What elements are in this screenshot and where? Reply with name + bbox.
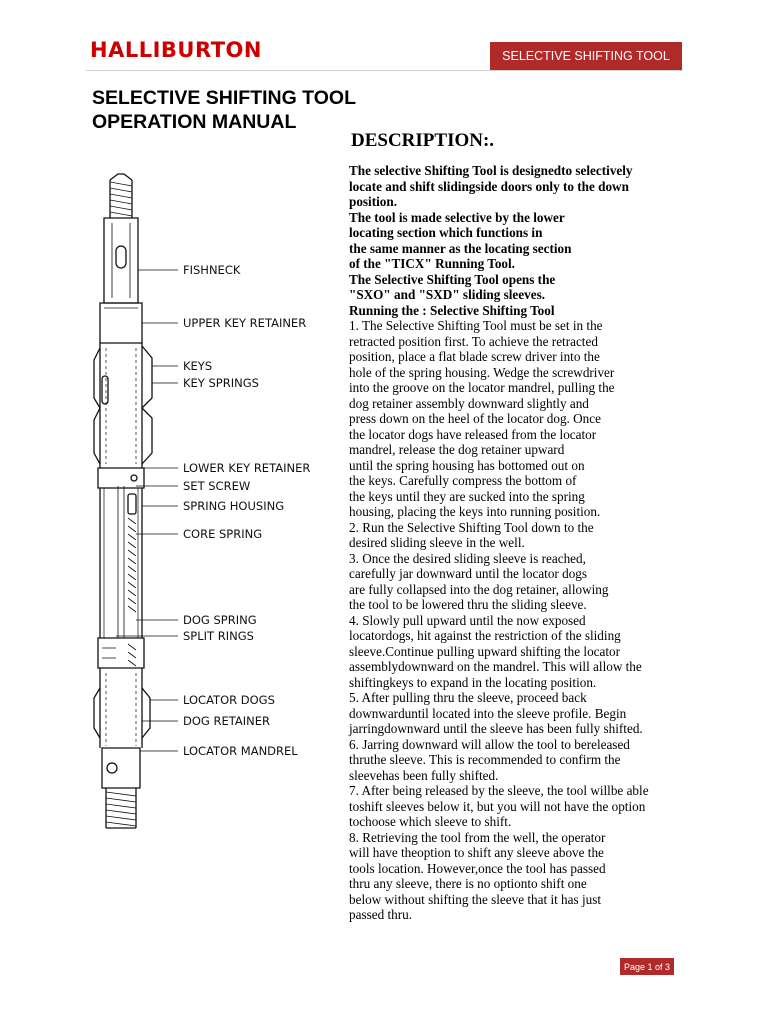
label-upper-key-retainer: UPPER KEY RETAINER [183, 316, 307, 330]
description-line: position, place a flat blade screw driver into the [349, 349, 600, 364]
description-line: 8. Retrieving the tool from the well, the operator [349, 829, 606, 845]
description-line: are fully collapsed into the dog retainer, allowing [349, 581, 609, 597]
description-line: press down on the heel of the locator dog. Once [349, 411, 601, 426]
page-number-badge: Page 1 of 3 [620, 958, 674, 975]
description-line: retracted position first. To achieve the retracted [349, 333, 598, 349]
description-line: the keys until they are sucked into the spring [349, 488, 585, 504]
document-title-line-2: OPERATION MANUAL [92, 111, 297, 133]
leader-lines [116, 270, 178, 751]
description-line: The Selective Shifting Tool opens the [349, 271, 556, 287]
description-line: housing, placing the keys into running position. [349, 504, 601, 519]
description-line: locate and shift slidingside doors only to the down [349, 178, 629, 194]
label-set-screw: SET SCREW [183, 479, 251, 493]
description-line: Running the : Selective Shifting Tool [349, 302, 555, 318]
description-line: of the "TICX" Running Tool. [349, 256, 515, 271]
description-line: desired sliding sleeve in the well. [349, 535, 525, 550]
description-line: the keys. Carefully compress the bottom of [349, 473, 577, 488]
description-line: shiftingkeys to expand in the locating position. [349, 674, 597, 690]
document-title-line-1: SELECTIVE SHIFTING TOOL [92, 87, 356, 109]
description-line: downwarduntil located into the sleeve profile. Begin [349, 705, 627, 721]
label-spring-housing: SPRING HOUSING [183, 499, 285, 513]
tool-drawing [94, 174, 152, 828]
description-line: 7. After being released by the sleeve, the tool willbe able [349, 783, 649, 798]
description-line: 5. After pulling thru the sleeve, proceed back [349, 690, 587, 705]
tool-diagram [90, 168, 315, 838]
label-lower-key-retainer: LOWER KEY RETAINER [183, 461, 311, 475]
description-line: "SXO" and "SXD" sliding sleeves. [349, 287, 545, 302]
description-line: the same manner as the locating section [349, 240, 572, 256]
description-line: 2. Run the Selective Shifting Tool down to the [349, 519, 594, 535]
description-line: carefully jar downward until the locator dogs [349, 566, 588, 581]
label-keys: KEYS [183, 359, 213, 373]
label-locator-dogs: LOCATOR DOGS [183, 693, 275, 707]
halliburton-logo: HALLIBURTON [90, 38, 262, 62]
description-line: The selective Shifting Tool is designedto selectively [349, 163, 633, 178]
diagram-labels [183, 263, 310, 758]
header-divider [86, 70, 682, 71]
description-line: mandrel, release the dog retainer upward [349, 442, 565, 457]
label-dog-spring: DOG SPRING [183, 613, 257, 627]
description-line: 3. Once the desired sliding sleeve is reached, [349, 550, 586, 566]
description-line: locating section which functions in [349, 225, 543, 240]
description-line: thru any sleeve, there is no optionto shift one [349, 876, 587, 891]
description-line: 4. Slowly pull upward until the now exposed [349, 612, 586, 628]
description-line: into the groove on the locator mandrel, pulling the [349, 380, 615, 395]
header-title-badge: SELECTIVE SHIFTING TOOL [490, 42, 682, 70]
description-line: hole of the spring housing. Wedge the screwdriver [349, 364, 615, 380]
description-line: the locator dogs have released from the locator [349, 426, 597, 442]
description-line: toshift sleeves below it, but you will not have the option [349, 798, 646, 814]
label-split-rings: SPLIT RINGS [183, 629, 254, 643]
description-heading: DESCRIPTION:. [351, 130, 495, 151]
description-line: position. [349, 194, 398, 209]
label-fishneck: FISHNECK [183, 263, 241, 277]
label-locator-mandrel: LOCATOR MANDREL [183, 744, 298, 758]
description-line: The tool is made selective by the lower [349, 209, 565, 225]
description-line: locatordogs, hit against the restriction of the sliding [349, 628, 621, 643]
description-line: tochoose which sleeve to shift. [349, 814, 512, 829]
description-line: below without shifting the sleeve that it has just [349, 891, 601, 907]
description-body [349, 163, 689, 923]
description-line: the tool to be lowered thru the sliding sleeve. [349, 597, 587, 612]
label-key-springs: KEY SPRINGS [183, 376, 259, 390]
description-line: will have theoption to shift any sleeve above the [349, 845, 604, 860]
description-line: dog retainer assembly downward slightly and [349, 395, 589, 411]
description-line: jarringdownward until the sleeve has been fully shifted. [349, 721, 643, 736]
description-line: assemblydownward on the mandrel. This will allow the [349, 659, 642, 674]
description-line: passed thru. [349, 907, 412, 922]
label-dog-retainer: DOG RETAINER [183, 714, 270, 728]
description-line: thruthe sleeve. This is recommended to confirm the [349, 752, 621, 767]
description-line: 6. Jarring downward will allow the tool to bereleased [349, 736, 630, 752]
document-title [92, 86, 356, 134]
description-line: sleeve.Continue pulling upward shifting the locator [349, 643, 621, 659]
label-core-spring: CORE SPRING [183, 527, 263, 541]
description-line: sleevehas been fully shifted. [349, 767, 499, 783]
description-line: tools location. However,once the tool has passed [349, 860, 606, 876]
description-line: 1. The Selective Shifting Tool must be set in the [349, 318, 603, 333]
description-line: until the spring housing has bottomed out on [349, 457, 585, 473]
